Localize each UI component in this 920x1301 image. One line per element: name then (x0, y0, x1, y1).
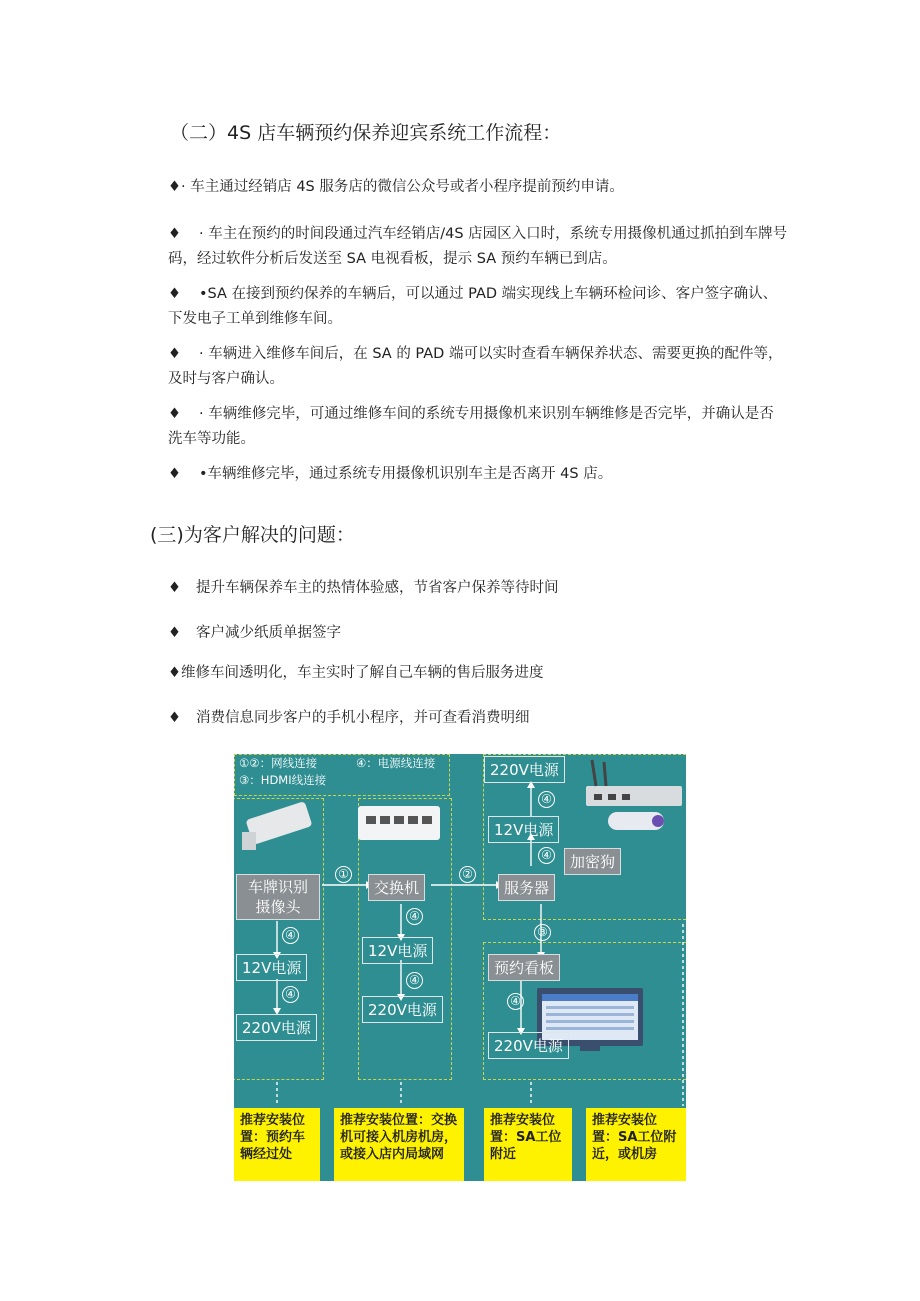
bullet-icon: ♦ (168, 466, 181, 482)
camera-12v: 12V电源 (236, 954, 307, 981)
bullet-icon: ♦ (168, 625, 181, 641)
install-recommendation-switch: 推荐安装位置：交换机可接入机房机房，或接入店内局域网 (334, 1108, 464, 1181)
camera-node: 车牌识别 摄像头 (236, 874, 320, 920)
bullet-icon: ♦ (168, 710, 181, 726)
switch-node: 交换机 (368, 874, 425, 901)
list-item (168, 621, 341, 642)
list-item-text: 提升车辆保养车主的热情体验感，节省客户保养等待时间 (196, 580, 559, 596)
install-recommendation-board: 推荐安装位置：SA工位附近 (484, 1108, 572, 1181)
list-item (168, 282, 788, 332)
list-item-text: 维修车间透明化，车主实时了解自己车辆的售后服务进度 (181, 665, 544, 681)
conn-number-4: ④ (406, 972, 423, 989)
list-item-text: 客户减少纸质单据签字 (196, 625, 341, 641)
list-item-text: 消费信息同步客户的手机小程序，并可查看消费明细 (196, 710, 530, 726)
bullet-icon: ♦ (168, 580, 181, 596)
legend-network: ①②：网线连接 (239, 756, 318, 770)
system-topology-diagram (234, 754, 686, 1181)
conn-number-4: ④ (538, 847, 555, 864)
list-item-text: · 车主在预约的时间段通过汽车经销店/4S 店园区入口时，系统专用摄像机通过抓拍到车牌号码，经过软件分析后发送至 SA 电视看板，提示 SA 预约车辆已到店。 (168, 226, 788, 267)
conn-number-4: ④ (282, 927, 299, 944)
list-item-text: · 车辆维修完毕，可通过维修车间的系统专用摄像机来识别车辆维修是否完毕，并确认是否洗车等功能。 (168, 406, 774, 447)
install-recommendation-server: 推荐安装位置：SA工位附近，或机房 (586, 1108, 686, 1181)
server-node: 服务器 (498, 874, 555, 901)
camera-illustration (242, 801, 312, 850)
bullet-icon: ♦ (168, 406, 181, 422)
conn-number-4: ④ (507, 993, 524, 1010)
conn-number-4: ④ (538, 791, 555, 808)
section-heading-workflow: （二）4S 店车辆预约保养迎宾系统工作流程： (170, 122, 562, 144)
bullet-icon: ♦ (168, 226, 181, 242)
list-item-text: · 车主通过经销店 4S 服务店的微信公众号或者小程序提前预约申请。 (181, 179, 624, 195)
bullet-icon: ♦ (168, 179, 181, 195)
list-item-text: •车辆维修完毕，通过系统专用摄像机识别车主是否离开 4S 店。 (199, 466, 613, 482)
conn-number-2: ② (459, 866, 476, 883)
server-220v: 220V电源 (484, 756, 565, 783)
conn-number-4: ④ (282, 986, 299, 1003)
camera-220v: 220V电源 (236, 1014, 317, 1041)
list-item (168, 222, 788, 272)
conn-number-3: ③ (534, 924, 551, 941)
dongle-node: 加密狗 (564, 848, 621, 875)
conn-number-4: ④ (406, 908, 423, 925)
list-item (168, 706, 530, 727)
server-12v: 12V电源 (488, 816, 559, 843)
legend-hdmi: ③：HDMI线连接 (239, 773, 327, 787)
switch-illustration (358, 806, 440, 840)
list-item (168, 342, 788, 392)
list-item-text: · 车辆进入维修车间后，在 SA 的 PAD 端可以实时查看车辆保养状态、需要更换的配件等，及时与客户确认。 (168, 346, 783, 387)
list-item (168, 661, 544, 682)
list-item (168, 462, 788, 487)
conn-number-1: ① (335, 866, 352, 883)
list-item (168, 576, 559, 597)
bullet-icon: ♦ (168, 286, 181, 302)
board-220v: 220V电源 (488, 1032, 569, 1059)
legend-power: ④：电源线连接 (356, 756, 436, 770)
switch-12v: 12V电源 (362, 937, 433, 964)
board-node: 预约看板 (488, 954, 560, 981)
dongle-illustration (608, 812, 664, 830)
section-heading-benefits: (三)为客户解决的问题： (150, 524, 355, 546)
bullet-icon: ♦ (168, 346, 181, 362)
switch-220v: 220V电源 (362, 996, 443, 1023)
list-item-text: •SA 在接到预约保养的车辆后，可以通过 PAD 端实现线上车辆环检问诊、客户签字确认、下发电子工单到维修车间。 (168, 286, 778, 327)
bullet-icon: ♦ (168, 665, 181, 681)
install-recommendation-camera: 推荐安装位置：预约车辆经过处 (234, 1108, 320, 1181)
list-item (168, 402, 788, 452)
server-illustration (586, 760, 682, 806)
list-item (168, 175, 788, 200)
